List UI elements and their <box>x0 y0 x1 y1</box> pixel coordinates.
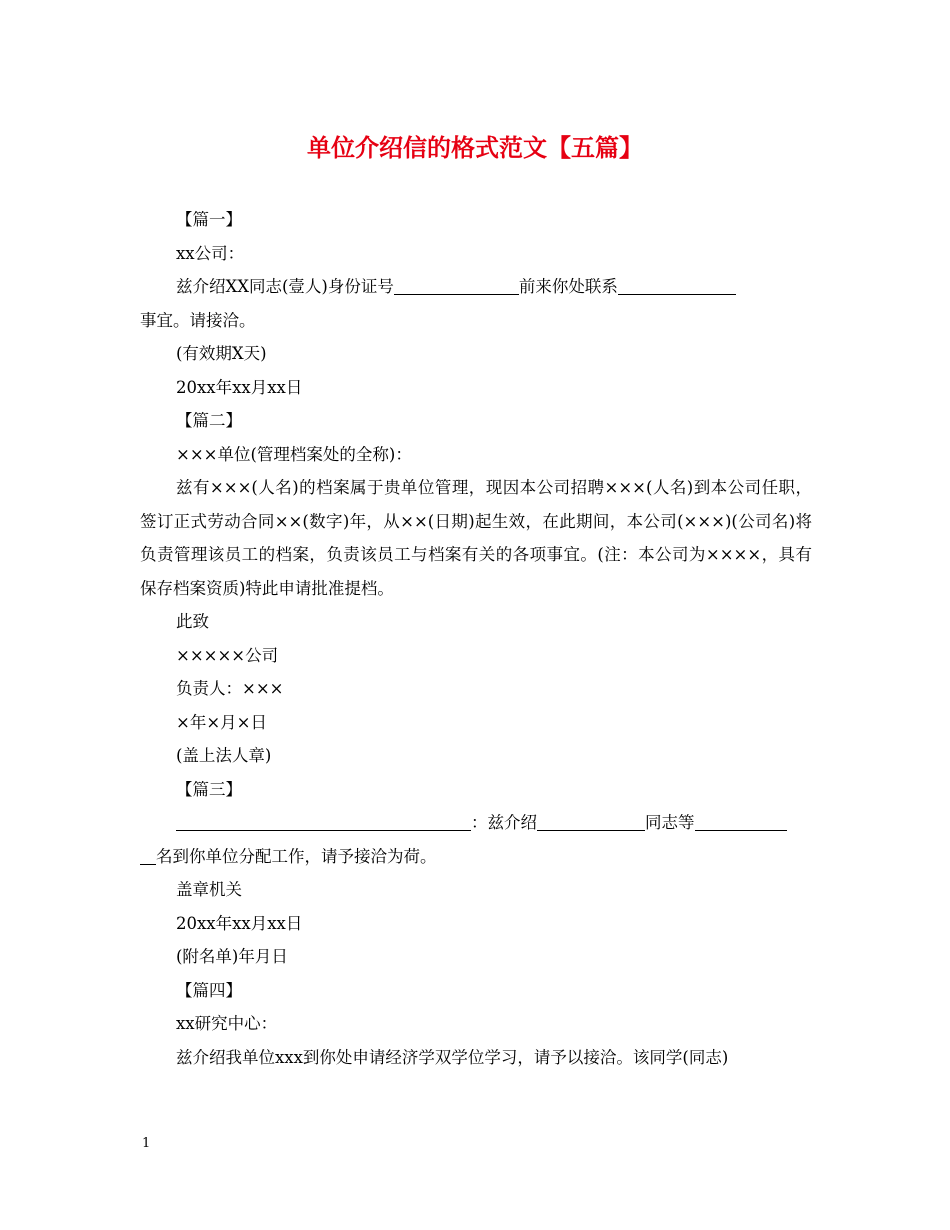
paragraph <box>140 270 812 304</box>
paragraph: 事宜。请接洽。 <box>140 310 256 330</box>
blank-line <box>695 810 787 831</box>
recipient: xx研究中心： <box>176 1014 278 1033</box>
section-heading: 【篇四】 <box>176 980 242 1000</box>
date-line: ×年×月×日 <box>176 712 267 732</box>
date-line: 20xx年xx月xx日 <box>176 913 303 933</box>
attachment-note: (附名单)年月日 <box>176 947 288 966</box>
blank-line <box>394 274 519 295</box>
section-heading: 【篇一】 <box>176 210 242 229</box>
text-segment: ：兹介绍 <box>471 813 537 832</box>
responsible-person: 负责人：××× <box>176 679 284 698</box>
paragraph: 兹有×××(人名)的档案属于贵单位管理，现因本公司招聘×××(人名)到本公司任职，签订正式劳动合同××(数字)年，从××(日期)起生效，在此期间，本公司(×××)(公司名)将负责管理该员工的档案，负责该员工与档案有关的各项事宜。(注：本公司为××××，具有保存档案资质)特此申请批准提档。 <box>140 478 812 598</box>
recipient: xx公司： <box>176 243 245 263</box>
paragraph <box>140 806 812 840</box>
section-heading: 【篇三】 <box>176 779 242 799</box>
blank-line <box>176 810 471 831</box>
date-line: 20xx年xx月xx日 <box>176 377 303 397</box>
text-segment: 名到你单位分配工作，请予接洽为荷。 <box>156 846 437 866</box>
blank-line <box>618 274 736 295</box>
blank-line <box>140 844 156 865</box>
blank-line <box>537 810 645 831</box>
text-segment: 前来你处联系 <box>518 277 618 296</box>
company-line: ×××××公司 <box>176 645 279 665</box>
document-title: 单位介绍信的格式范文【五篇】 <box>307 134 643 162</box>
paragraph: 兹介绍我单位xxx到你处申请经济学双学位学习，请予以接洽。该同学(同志) <box>176 1047 729 1067</box>
paragraph <box>140 840 812 874</box>
seal-org: 盖章机关 <box>176 880 242 899</box>
section-heading: 【篇二】 <box>176 411 242 430</box>
text-segment: 同志等 <box>645 813 695 832</box>
closing: 此致 <box>176 612 209 631</box>
recipient: ×××单位(管理档案处的全称)： <box>176 444 412 464</box>
validity-note: (有效期X天) <box>176 344 267 363</box>
seal-note: (盖上法人章) <box>176 746 272 765</box>
document-body <box>140 203 812 1074</box>
text-segment: 兹介绍XX同志(壹人)身份证号 <box>176 277 394 296</box>
page-number: 1 <box>142 1136 151 1151</box>
